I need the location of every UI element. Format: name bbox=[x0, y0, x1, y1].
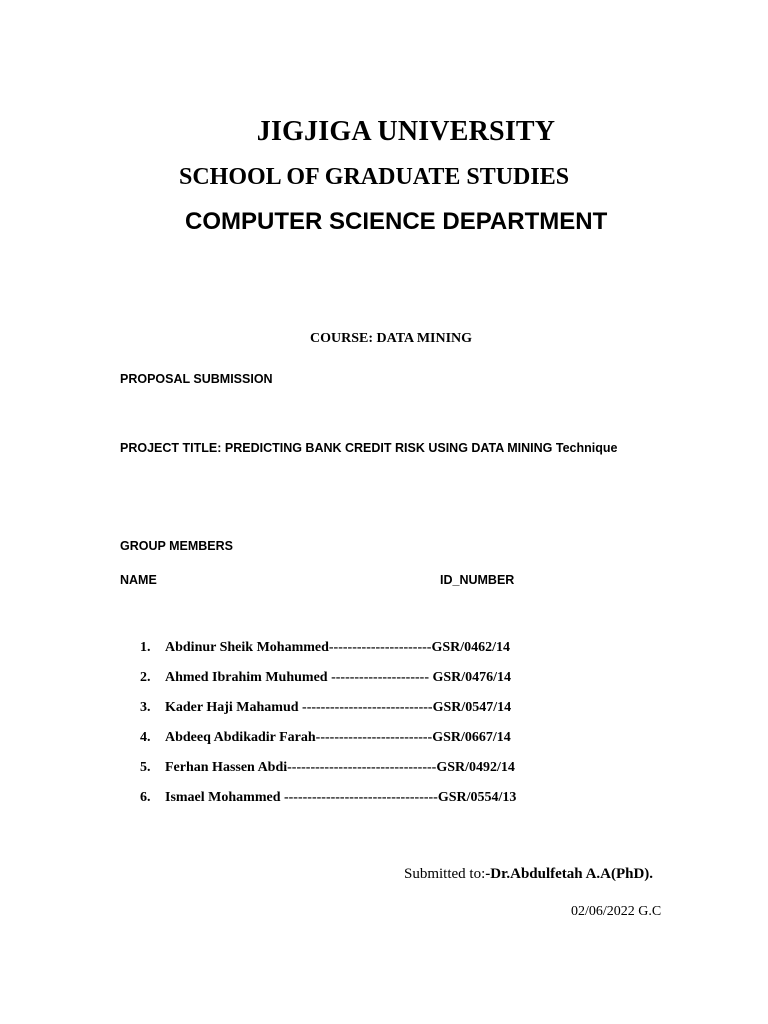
member-entry: Ismael Mohammed ---------------------------------GSR/0554/13 bbox=[165, 790, 517, 805]
submitted-to-line bbox=[404, 866, 653, 883]
proposal-label: PROPOSAL SUBMISSION bbox=[120, 372, 273, 386]
member-entry: Ferhan Hassen Abdi--------------------------------GSR/0492/14 bbox=[165, 760, 515, 775]
group-members-label: GROUP MEMBERS bbox=[120, 539, 233, 553]
member-item bbox=[140, 790, 516, 820]
school-title: SCHOOL OF GRADUATE STUDIES bbox=[179, 164, 570, 190]
member-entry: Abdinur Sheik Mohammed----------------------GSR/0462/14 bbox=[165, 640, 511, 655]
member-number: 3. bbox=[140, 700, 151, 715]
member-number: 1. bbox=[140, 640, 151, 655]
member-entry: Kader Haji Mahamud ----------------------------GSR/0547/14 bbox=[165, 700, 512, 715]
project-title: PROJECT TITLE: PREDICTING BANK CREDIT RISK USING DATA MINING Technique bbox=[120, 441, 618, 455]
member-item bbox=[140, 640, 516, 670]
member-list bbox=[140, 640, 516, 820]
submitted-to-recipient: -Dr.Abdulfetah A.A(PhD). bbox=[485, 866, 654, 882]
member-number: 4. bbox=[140, 730, 151, 745]
member-number: 6. bbox=[140, 790, 151, 805]
member-entry: Abdeeq Abdikadir Farah-------------------------GSR/0667/14 bbox=[165, 730, 511, 745]
id-number-column-header: ID_NUMBER bbox=[440, 573, 515, 587]
member-item bbox=[140, 700, 516, 730]
member-item bbox=[140, 670, 516, 700]
name-column-header: NAME bbox=[120, 573, 157, 587]
submitted-to-prefix: Submitted to: bbox=[404, 866, 486, 882]
department-title: COMPUTER SCIENCE DEPARTMENT bbox=[185, 208, 608, 235]
course-line: COURSE: DATA MINING bbox=[310, 331, 473, 346]
member-entry: Ahmed Ibrahim Muhumed --------------------- GSR/0476/14 bbox=[165, 670, 512, 685]
member-item bbox=[140, 760, 516, 790]
member-item bbox=[140, 730, 516, 760]
member-number: 5. bbox=[140, 760, 151, 775]
university-title: JIGJIGA UNIVERSITY bbox=[256, 116, 556, 147]
submission-date: 02/06/2022 G.C bbox=[571, 904, 662, 919]
member-number: 2. bbox=[140, 670, 151, 685]
